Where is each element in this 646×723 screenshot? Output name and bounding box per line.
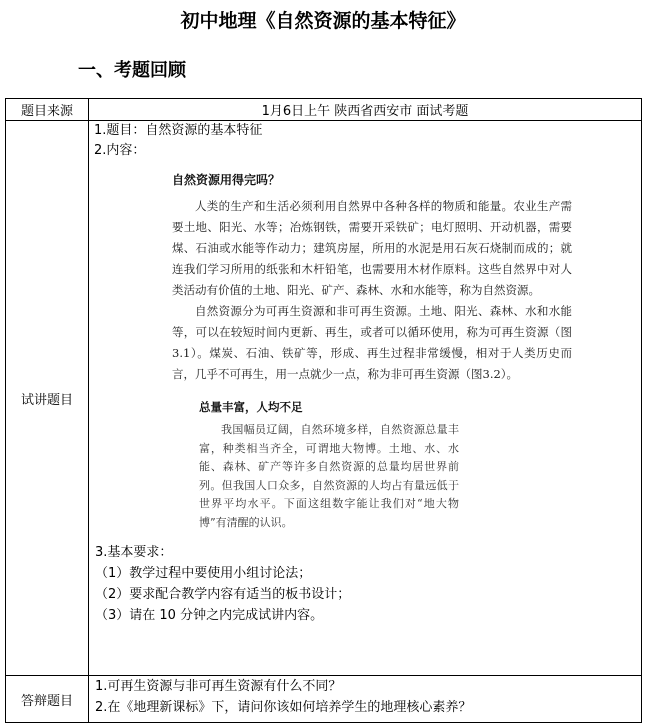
- requirement-item: （3）请在 10 分钟之内完成试讲内容。: [95, 608, 324, 623]
- section-heading: 一、考题回顾: [78, 60, 186, 81]
- requirements-label: 3.基本要求：: [95, 545, 173, 560]
- requirement-item: （2）要求配合教学内容有适当的板书设计；: [95, 587, 351, 602]
- defense-content: [89, 676, 642, 723]
- source-value: 1月6日上午 陕西省西安市 面试考题: [89, 99, 642, 121]
- defense-label: 答辩题目: [6, 676, 89, 723]
- lecture-label: 试讲题目: [6, 121, 89, 676]
- textbook-excerpt: [172, 171, 572, 532]
- content-label: 2.内容：: [94, 143, 146, 158]
- excerpt-sidebar: [199, 399, 459, 532]
- defense-row: [6, 676, 642, 723]
- lecture-row: [6, 121, 642, 676]
- excerpt-paragraph: 人类的生产和生活必须利用自然界中各种各样的物质和能量。农业生产需要土地、阳光、水等；冶炼钢铁，需要开采铁矿；电灯照明、开动机器，需要煤、石油或水能等作动力；建筑房屋，所用的水泥是用石灰石烧制而成的；就连我们学习所用的纸张和木杆铅笔，也需要用木材作原料。这些自然界中对人类活动有价值的土地、阳光、矿产、森林、水和水能等，称为自然资源。: [172, 199, 572, 297]
- exam-info-table: [5, 98, 642, 723]
- document-title: 初中地理《自然资源的基本特征》: [180, 10, 466, 32]
- excerpt-paragraph: 自然资源分为可再生资源和非可再生资源。土地、阳光、森林、水和水能等，可以在较短时间内更新、再生，或者可以循环使用，称为可再生资源（图3.1）。煤炭、石油、铁矿等，形成、再生过程非常缓慢，相对于人类历史而言，几乎不可再生，用一点就少一点，称为非可再生资源（图3.2）。: [172, 304, 572, 381]
- sidebar-heading: 总量丰富，人均不足: [199, 400, 303, 414]
- sidebar-paragraph: 我国幅员辽阔，自然环境多样，自然资源总量丰富，种类相当齐全，可谓地大物博。土地、水、水能、森林、矿产等许多自然资源的总量均居世界前列。但我国人口众多，自然资源的人均占有量远低于世界平均水平。下面这组数字能让我们对“地大物博”有清醒的认识。: [199, 423, 459, 529]
- source-label: 题目来源: [6, 99, 89, 121]
- defense-question: 1.可再生资源与非可再生资源有什么不同？: [95, 679, 342, 694]
- defense-question: 2.在《地理新课标》下，请问你该如何培养学生的地理核心素养？: [95, 700, 472, 715]
- source-row: [6, 99, 642, 121]
- topic-line: 1.题目：自然资源的基本特征: [94, 123, 263, 138]
- lecture-content: [89, 121, 642, 676]
- excerpt-heading: 自然资源用得完吗？: [172, 173, 281, 187]
- requirement-item: （1）教学过程中要使用小组讨论法；: [95, 566, 312, 581]
